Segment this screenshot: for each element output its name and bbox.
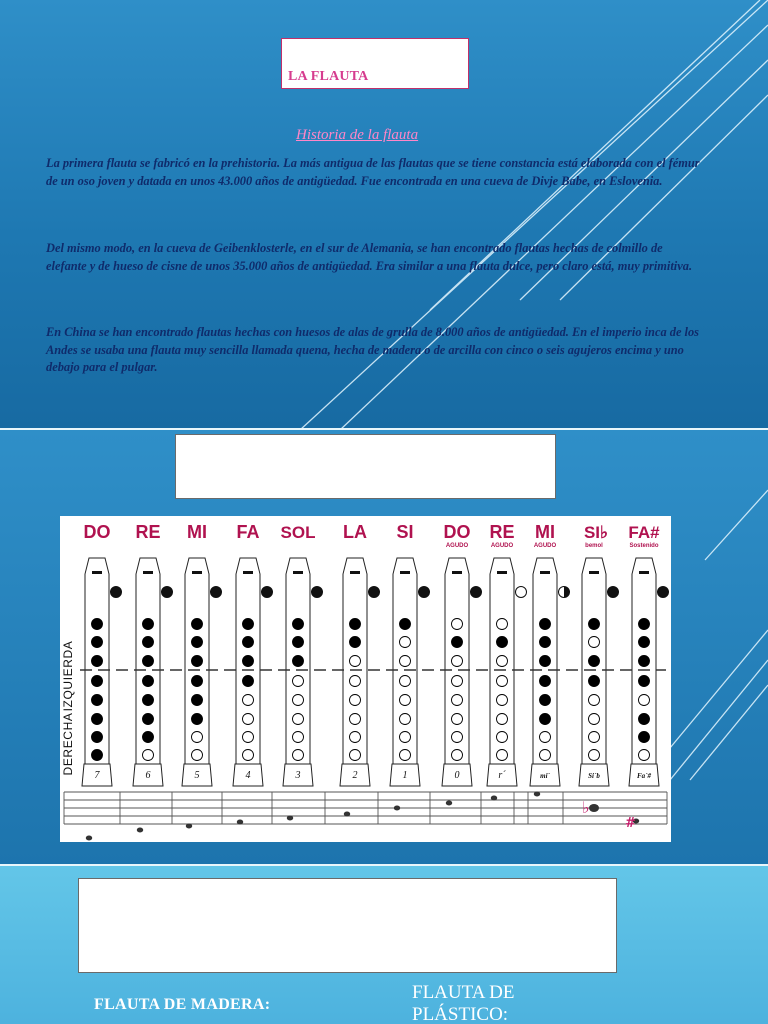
flat-symbol: ♭ <box>582 798 590 817</box>
history-slide <box>0 0 768 430</box>
staff-note <box>589 804 599 812</box>
sharp-symbol: # <box>625 816 636 831</box>
note-name: SI <box>396 522 414 542</box>
recorder-diagram <box>133 558 173 786</box>
fingering-number: 3 <box>295 770 301 781</box>
staff-note <box>344 812 350 817</box>
note-name: SI♭ <box>583 523 609 542</box>
staff-note <box>137 828 143 833</box>
recorder-diagram <box>487 558 527 786</box>
note-subtitle: Sostenido <box>629 543 659 549</box>
recorder-diagram <box>579 558 619 786</box>
fingering-number: 0 <box>454 770 460 781</box>
recorder-diagram <box>233 558 273 786</box>
note-name: SOL <box>280 523 316 542</box>
staff-note <box>446 801 452 806</box>
empty-text-box <box>78 878 617 973</box>
staff-note <box>287 816 293 821</box>
fingering-number: Fa´# <box>637 772 651 780</box>
recorder-diagram <box>530 558 570 786</box>
fingering-number: 6 <box>145 770 151 781</box>
fingering-number: 1 <box>402 770 408 781</box>
staff-note <box>534 792 540 797</box>
note-name: RE <box>489 522 515 542</box>
note-subtitle: AGUDO <box>533 543 557 549</box>
left-hand-label: IZQUIERDA <box>61 640 75 712</box>
note-subtitle: bemol <box>585 543 603 549</box>
recorder-diagram <box>283 558 323 786</box>
recorder-fingering-chart <box>60 516 671 842</box>
fingering-slide <box>0 430 768 866</box>
note-name: FA <box>236 522 260 542</box>
fingering-number: r´ <box>498 770 506 781</box>
note-subtitle: AGUDO <box>445 543 469 549</box>
empty-text-box <box>175 434 556 499</box>
note-name: DO <box>443 522 471 542</box>
wood-flute-label: FLAUTA DE MADERA: <box>94 996 271 1013</box>
recorder-diagram <box>390 558 430 786</box>
staff-note <box>491 796 497 801</box>
fingering-number: Si´b <box>588 772 600 780</box>
paragraph-germany: Del mismo modo, en la cueva de Geibenklosterle, en el sur de Alemania, se han encontrado flautas hechas de colmillo de elefante y de hueso de cisne de unos 35.000 años de antigüedad. Era similar a una flauta dulce, pero claro está, muy primitiva. <box>46 241 693 273</box>
note-name: MI <box>187 522 207 542</box>
recorder-diagram <box>82 558 122 786</box>
history-heading: Historia de la flauta <box>296 127 419 143</box>
staff-note <box>186 824 192 829</box>
fingering-number: 5 <box>194 770 200 781</box>
fingering-number: 2 <box>352 770 358 781</box>
fingering-number: 4 <box>245 770 251 781</box>
recorder-diagram <box>629 558 669 786</box>
plastic-flute-label-line2: PLÁSTICO: <box>412 1004 509 1024</box>
recorder-diagram <box>182 558 222 786</box>
note-name: RE <box>135 522 161 542</box>
paragraph-prehistory: La primera flauta se fabricó en la prehistoria. La más antigua de las flautas que se tiene constancia está elaborada con el fémur de un oso joven y datada en unos 43.000 años de antigüedad. Fue encontrada en una cueva de Divje Babe, en Eslovenia. <box>46 156 700 188</box>
staff-note <box>237 820 243 825</box>
slide-title: LA FLAUTA <box>288 69 369 84</box>
fingering-number: mi´ <box>540 772 550 780</box>
note-name: DO <box>83 522 111 542</box>
note-subtitle: AGUDO <box>490 543 514 549</box>
recorder-diagram <box>442 558 482 786</box>
plastic-flute-label-line1: FLAUTA DE <box>412 982 515 1003</box>
staff-note <box>394 806 400 811</box>
right-hand-label: DERECHA <box>61 712 75 776</box>
title-box <box>281 38 469 89</box>
recorder-diagram <box>340 558 380 786</box>
paragraph-china-andes: En China se han encontrado flautas hechas con huesos de alas de grulla de 8.000 años de antigüedad. En el imperio inca de los Andes se usaba una flauta muy sencilla llamada quena, hecha de madera o de arcilla con cinco o seis agujeros encima y uno debajo para el pulgar. <box>46 325 699 374</box>
note-name: FA# <box>628 523 660 542</box>
note-name: MI <box>535 522 555 542</box>
types-slide <box>0 866 768 1024</box>
fingering-number: 7 <box>94 770 100 781</box>
plastic-flute-label <box>412 982 514 1024</box>
staff-note <box>86 836 92 841</box>
note-name: LA <box>343 522 367 542</box>
